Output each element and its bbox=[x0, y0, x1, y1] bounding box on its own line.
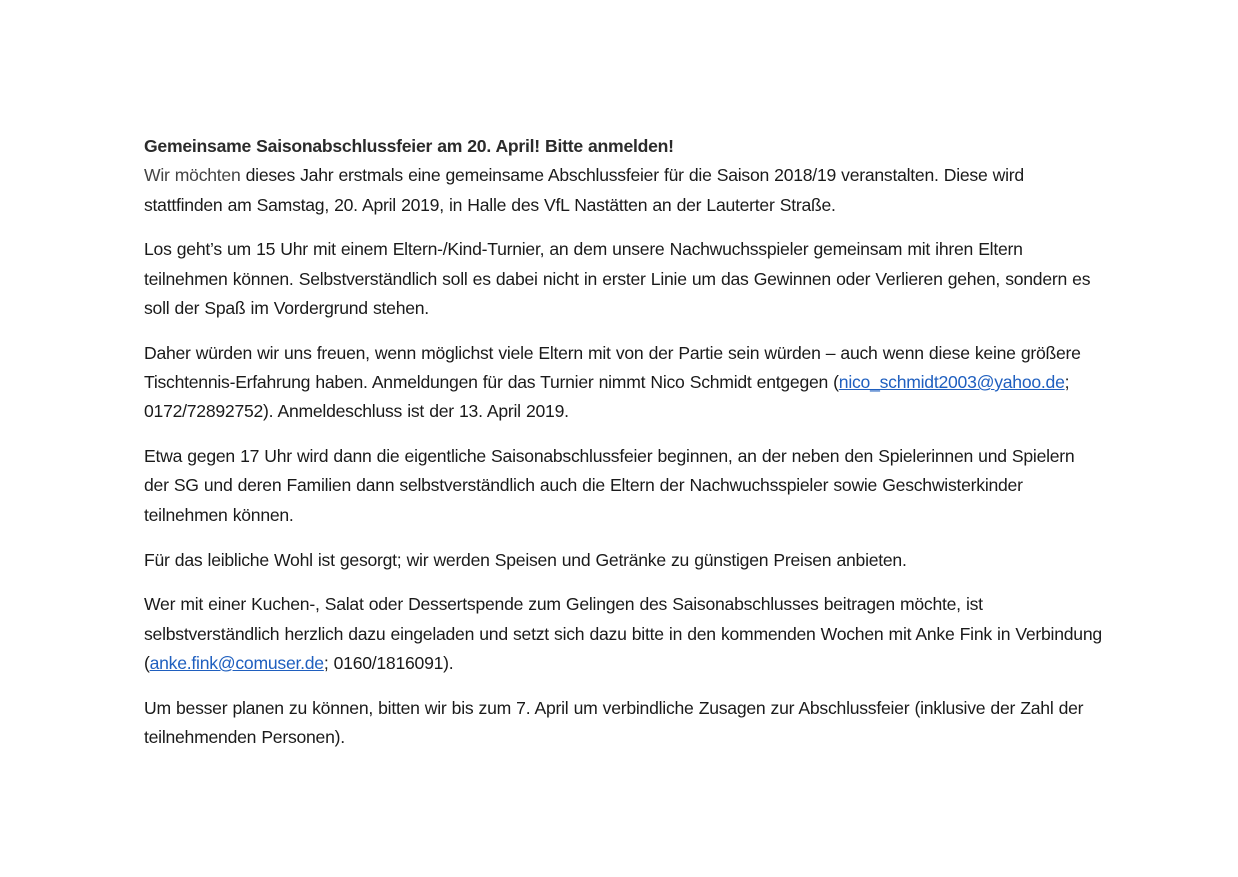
paragraph-catering: Für das leibliche Wohl ist gesorgt; wir werden Speisen und Getränke zu günstigen Preisen anbieten. bbox=[144, 549, 907, 570]
document-title: Gemeinsame Saisonabschlussfeier am 20. April! Bitte anmelden! bbox=[144, 136, 674, 156]
email-link-anke[interactable]: anke.fink@comuser.de bbox=[149, 652, 324, 673]
paragraph-intro bbox=[144, 161, 1104, 220]
intro-text: dieses Jahr erstmals eine gemeinsame Abschlussfeier für die Saison 2018/19 veranstalten. Diese wird stattfinden am Samstag, 20. April 2019, in Halle des VfL Nastätten an der Lauterter Straße. bbox=[144, 165, 1024, 215]
paragraph-celebration: Etwa gegen 17 Uhr wird dann die eigentliche Saisonabschlussfeier beginnen, an der neben den Spielerinnen und Spielern der SG und deren Familien dann selbstverständlich auch die Eltern der Nachwuchsspieler sowie Geschwisterkinder teilnehmen können. bbox=[144, 446, 1075, 525]
registration-text-before: Daher würden wir uns freuen, wenn möglichst viele Eltern mit von der Partie sein würden – auch wenn diese keine größere Tischtennis-Erfahrung haben. Anmeldungen für das Turnier nimmt Nico Schmidt entgegen ( bbox=[144, 342, 1081, 393]
document-page bbox=[144, 132, 1104, 768]
paragraph-registration bbox=[144, 339, 1104, 427]
donations-text-before: Wer mit einer Kuchen-, Salat oder Dessertspende zum Gelingen des Saisonabschlusses beitragen möchte, ist selbstverständlich herzlich dazu eingeladen und setzt sich dazu bitte in den kommenden Wochen mit Anke Fink in Verbindung ( bbox=[144, 594, 1102, 673]
donations-text-after: ; 0160/1816091). bbox=[323, 652, 454, 673]
paragraph-rsvp: Um besser planen zu können, bitten wir bis zum 7. April um verbindliche Zusagen zur Abschlussfeier (inklusive der Zahl der teilnehmenden Personen). bbox=[144, 697, 1084, 748]
email-link-nico[interactable]: nico_schmidt2003@yahoo.de bbox=[838, 372, 1065, 393]
registration-text-after: ; 0172/72892752). Anmeldeschluss ist der 13. April 2019. bbox=[144, 372, 1070, 422]
intro-lead: Wir möchten bbox=[144, 165, 241, 186]
paragraph-tournament: Los geht’s um 15 Uhr mit einem Eltern-/Kind-Turnier, an dem unsere Nachwuchsspieler gemeinsam mit ihren Eltern teilnehmen können. Selbstverständlich soll es dabei nicht in erster Linie um das Gewinnen oder Verlieren gehen, sondern es soll der Spaß im Vordergrund stehen. bbox=[144, 239, 1091, 318]
paragraph-donations bbox=[144, 590, 1104, 678]
